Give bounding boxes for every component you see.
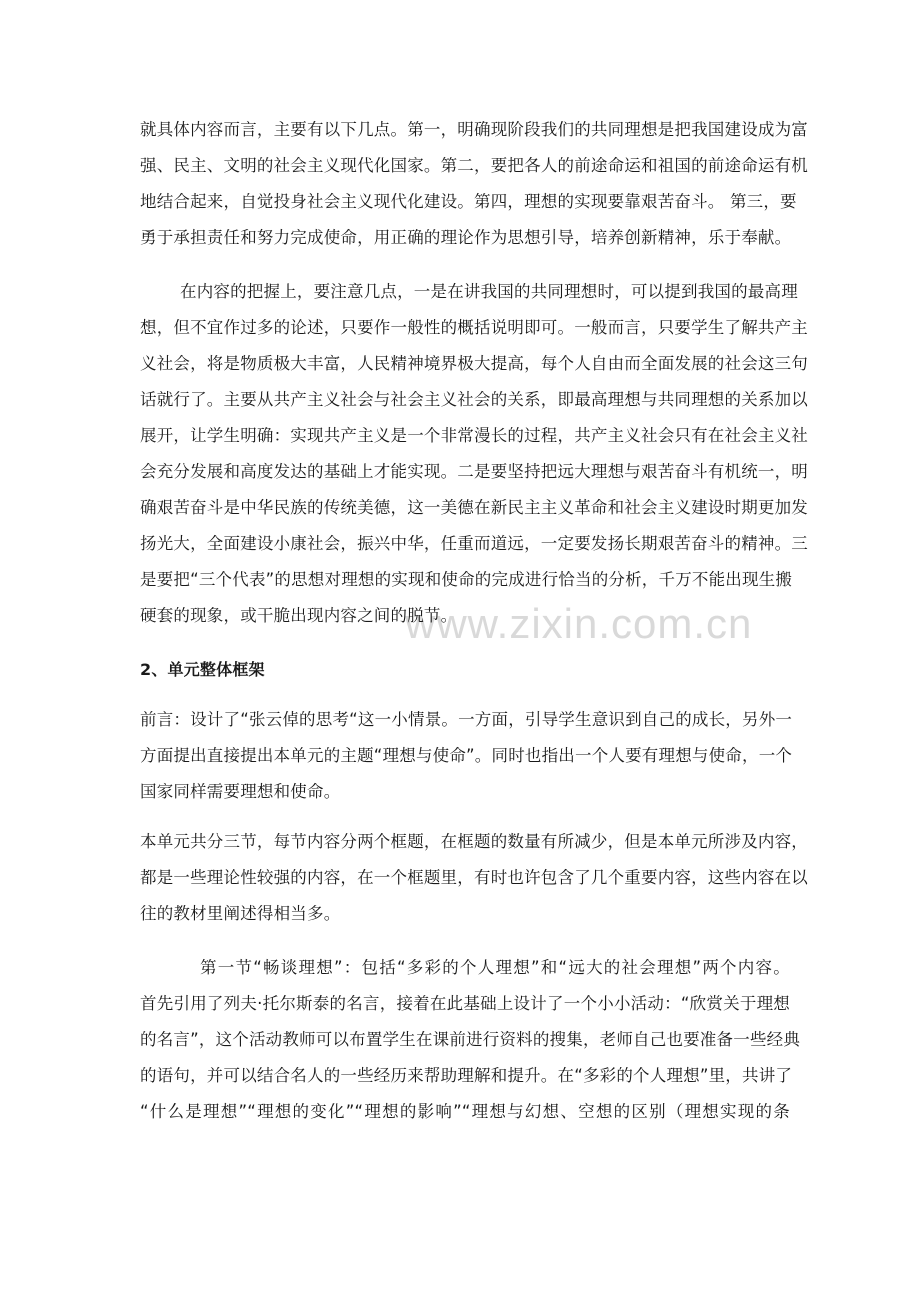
section-heading: 2、单元整体框架 [140,660,265,679]
text-line: 勇于承担责任和努力完成使命，用正确的理论作为思想引导，培养创新精神，乐于奉献。 [140,228,792,247]
text-line: 第一节“畅谈理想”：包括“多彩的个人理想”和“远大的社会理想”两个内容。 [200,958,790,977]
text-line: 就具体内容而言，主要有以下几点。第一，明确现阶段我们的共同理想是把我国建设成为富 [140,120,808,139]
text-line: 前言：设计了“张云倬的思考“这一小情景。一方面，引导学生意识到自己的成长，另外一 [140,710,793,729]
text-line: 确艰苦奋斗是中华民族的传统美德，这一美德在新民主主义革命和社会主义建设时期更加发 [140,498,808,517]
text-line: 是要把“三个代表”的思想对理想的实现和使命的完成进行恰当的分析，千万不能出现生搬 [140,570,793,589]
text-line: 硬套的现象，或干脆出现内容之间的脱节。 [140,606,458,625]
paragraph-5 [140,950,801,1130]
text-line: 想，但不宜作过多的论述，只要作一般性的概括说明即可。一般而言，只要学生了解共产主 [140,318,808,337]
text-line: 话就行了。主要从共产主义社会与社会主义社会的关系，即最高理想与共同理想的关系加以 [140,390,808,409]
text-line: 都是一些理论性较强的内容，在一个框题里，有时也许包含了几个重要内容，这些内容在以 [140,868,808,887]
text-line: 强、民主、文明的社会主义现代化国家。第二，要把各人的前途命运和祖国的前途命运有机 [140,156,808,175]
text-line: 会充分发展和高度发达的基础上才能实现。二是要坚持把远大理想与艰苦奋斗有机统一，明 [140,462,808,481]
text-line: “什么是理想”“理想的变化”“理想的影响”“理想与幻想、空想的区别（理想实现的条 [140,1102,790,1121]
text-line: 在内容的把握上，要注意几点，一是在讲我国的共同理想时，可以提到我国的最高理 [180,282,798,301]
text-line: 地结合起来，自觉投身社会主义现代化建设。第四，理想的实现要靠艰苦奋斗。 第三，要 [140,192,797,211]
text-line: 扬光大，全面建设小康社会，振兴中华，任重而道远，一定要发扬长期艰苦奋斗的精神。三 [140,534,808,553]
text-line: 展开，让学生明确：实现共产主义是一个非常漫长的过程，共产主义社会只有在社会主义社 [140,426,808,445]
text-line: 国家同样需要理想和使命。 [140,782,341,801]
paragraph-3 [140,702,793,810]
watermark: www.zixin.com.cn [405,600,753,647]
text-line: 往的教材里阐述得相当多。 [140,904,341,923]
text-line: 首先引用了列夫·托尔斯泰的名言，接着在此基础上设计了一个小小活动：“欣赏关于理想 [140,994,790,1013]
text-line: 方面提出直接提出本单元的主题“理想与使命”。同时也指出一个人要有理想与使命，一个 [140,746,793,765]
text-line: 本单元共分三节，每节内容分两个框题，在框题的数量有所减少，但是本单元所涉及内容， [140,832,808,851]
paragraph-2 [140,274,808,634]
paragraph-4 [140,824,808,932]
text-line: 的语句，并可以结合名人的一些经历来帮助理解和提升。在“多彩的个人理想”里，共讲了 [140,1066,793,1085]
document-page [140,112,808,1130]
text-line: 的名言”，这个活动教师可以布置学生在课前进行资料的搜集，老师自己也要准备一些经典 [140,1030,801,1049]
paragraph-1 [140,112,808,256]
text-line: 义社会，将是物质极大丰富，人民精神境界极大提高，每个人自由而全面发展的社会这三句 [140,354,808,373]
